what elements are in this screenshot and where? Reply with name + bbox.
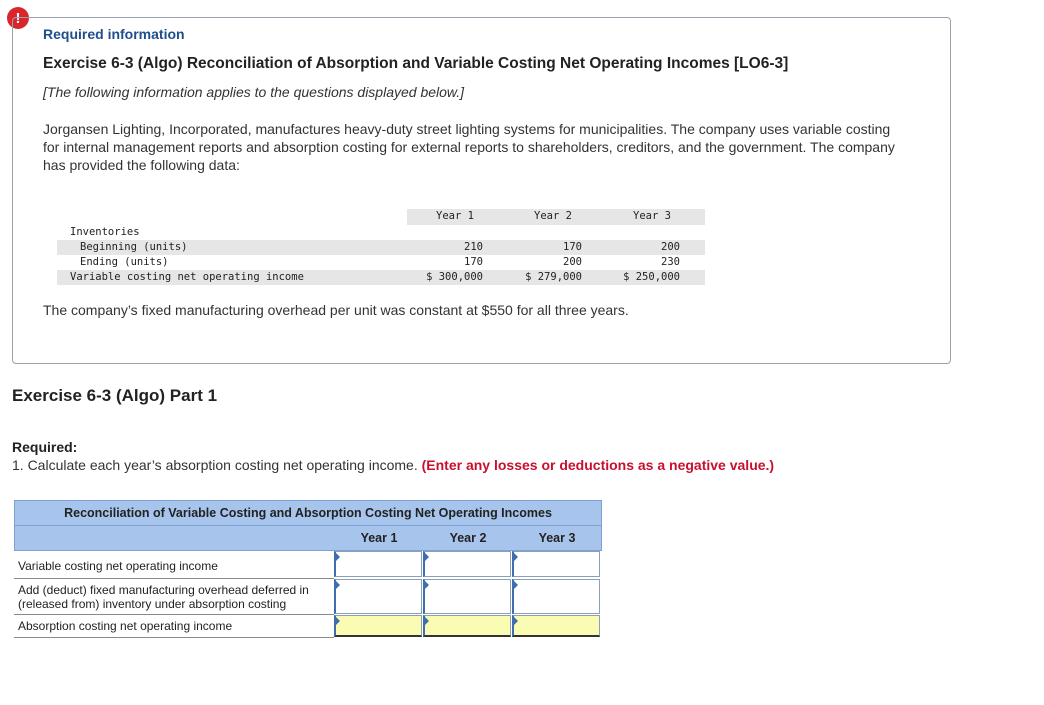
fixed-overhead-note: The company’s fixed manufacturing overhead per unit was constant at $550 for all three years. [43, 302, 629, 318]
absorption-noi-year-1-input[interactable] [334, 615, 422, 637]
fixed-overhead-year-2-input[interactable] [423, 579, 511, 614]
alert-icon: ! [7, 7, 29, 29]
data-col-year-3: Year 3 [633, 210, 671, 222]
recon-row-absorption-noi-label: Absorption costing net operating income [18, 619, 233, 633]
input-marker-icon [514, 581, 518, 589]
variable-noi-year-1: $ 300,000 [426, 271, 483, 283]
required-information-heading: Required information [43, 26, 185, 42]
input-marker-icon [336, 553, 340, 561]
required-label: Required: [12, 439, 78, 455]
ending-units-label: Ending (units) [80, 256, 169, 268]
part-title: Exercise 6-3 (Algo) Part 1 [12, 386, 218, 405]
variable-noi-year-1-input[interactable] [334, 551, 422, 577]
ending-year-2: 200 [563, 256, 582, 268]
input-marker-icon [336, 581, 340, 589]
required-instructions [12, 457, 774, 473]
reconciliation-title: Reconciliation of Variable Costing and Absorption Costing Net Operating Incomes [14, 500, 602, 526]
fixed-overhead-year-3-input[interactable] [512, 579, 600, 614]
data-col-year-2: Year 2 [534, 210, 572, 222]
required-emphasis: (Enter any losses or deductions as a negative value.) [421, 457, 775, 473]
beginning-year-3: 200 [661, 241, 680, 253]
input-marker-icon [425, 617, 429, 625]
exercise-description: Jorgansen Lighting, Incorporated, manufactures heavy-duty street lighting systems for municipalities. The company uses variable costing for internal management reports and absorption costing for external reports to shareholders, creditors, and the government. The company has provided the following data: [43, 121, 895, 173]
reconciliation-header-row [14, 526, 602, 551]
recon-row-fixed-overhead-label: Add (deduct) fixed manufacturing overhead deferred in (released from) inventory under absorption costing [18, 583, 309, 611]
exercise-note: [The following information applies to the questions displayed below.] [43, 84, 465, 100]
variable-noi-year-3-input[interactable] [512, 551, 600, 577]
input-marker-icon [514, 617, 518, 625]
fixed-overhead-year-1-input[interactable] [334, 579, 422, 614]
input-marker-icon [425, 581, 429, 589]
input-marker-icon [425, 553, 429, 561]
variable-noi-label: Variable costing net operating income [70, 271, 304, 283]
recon-row-variable-noi-label: Variable costing net operating income [18, 559, 218, 573]
recon-col-year-1: Year 1 [360, 531, 398, 545]
ending-year-3: 230 [661, 256, 680, 268]
reconciliation-table [14, 500, 602, 637]
beginning-year-2: 170 [563, 241, 582, 253]
variable-noi-year-3: $ 250,000 [623, 271, 680, 283]
variable-noi-year-2-input[interactable] [423, 551, 511, 577]
recon-col-year-3: Year 3 [538, 531, 576, 545]
inventories-label: Inventories [70, 226, 140, 238]
variable-noi-year-2: $ 279,000 [525, 271, 582, 283]
input-marker-icon [336, 617, 340, 625]
beginning-units-label: Beginning (units) [80, 241, 188, 253]
recon-col-year-2: Year 2 [449, 531, 487, 545]
ending-year-1: 170 [464, 256, 483, 268]
absorption-noi-year-3-input[interactable] [512, 615, 600, 637]
required-question: 1. Calculate each year’s absorption costing net operating income. [12, 457, 418, 473]
exercise-title: Exercise 6-3 (Algo) Reconciliation of Absorption and Variable Costing Net Operating Incomes [LO6-3] [43, 55, 789, 72]
input-marker-icon [514, 553, 518, 561]
data-col-year-1: Year 1 [436, 210, 474, 222]
absorption-noi-year-2-input[interactable] [423, 615, 511, 637]
beginning-year-1: 210 [464, 241, 483, 253]
reconciliation-body [14, 551, 602, 637]
